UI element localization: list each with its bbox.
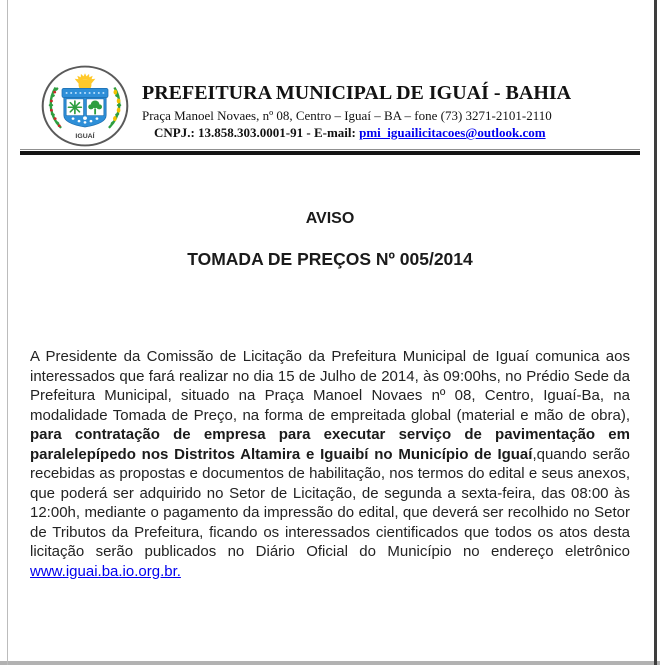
- page-bottom-edge: [0, 661, 660, 665]
- page-right-edge: [654, 0, 657, 665]
- email-link[interactable]: pmi_iguailicitacoes@outlook.com: [359, 125, 546, 140]
- body-text-part2: ,quando serão recebidas as propostas e documentos de habilitação, nos termos do edital e seus anexos, que poderá ser adquirido no Setor de Licitação, de segunda a sexta-feira, das 08:00 às 12:00h, mediante o pagamento da impressão do edital, que deverá ser recolhido no Setor de Tributos da Prefeitura, ficando os interessados cientificados que todos os atos desta licitação serão publicados no Diário Oficial do Município no endereço eletrônico: [30, 445, 630, 560]
- header-divider-thin: [20, 149, 640, 150]
- letterhead-title: PREFEITURA MUNICIPAL DE IGUAÍ - BAHIA: [142, 82, 572, 104]
- body-text-bold: para contratação de empresa para executar serviço de pavimentação em paralelepípedo nos Distritos Altamira e Iguaibí no Município de Iguaí: [30, 426, 630, 463]
- notice-heading: AVISO: [305, 210, 355, 227]
- notice-body-paragraph: [30, 347, 630, 581]
- notice-subheading: TOMADA DE PREÇOS Nº 005/2014: [187, 249, 473, 269]
- branch-star-icon: [68, 101, 81, 114]
- cnpj-email-label: CNPJ.: 13.858.303.0001-91 - E-mail:: [154, 125, 360, 140]
- shield-icon: [62, 88, 108, 127]
- letterhead-cnpj-line: [154, 124, 590, 141]
- letterhead: [142, 81, 590, 141]
- body-text-part1: A Presidente da Comissão de Licitação da Prefeitura Municipal de Iguaí comunica aos interessados que fará realizar no dia 15 de Julho de 2014, às 09:00hs, no Prédio Sede da Prefeitura Municipal, situado na Praça Manoel Novaes nº 08, Centro, Iguaí-Ba, na modalidade Tomada de Preço, na forma de empreitada global (material e mão de obra),: [30, 348, 630, 424]
- page-left-edge: [7, 0, 8, 665]
- municipal-crest-logo: [39, 64, 131, 148]
- header-divider-thick: [20, 151, 640, 155]
- body-url-link[interactable]: www.iguai.ba.io.org.br.: [30, 562, 181, 580]
- letterhead-address: Praça Manoel Novaes, nº 08, Centro – Iguaí – BA – fone (73) 3271-2101-2110: [142, 108, 552, 123]
- logo-caption: IGUAÍ: [75, 133, 95, 140]
